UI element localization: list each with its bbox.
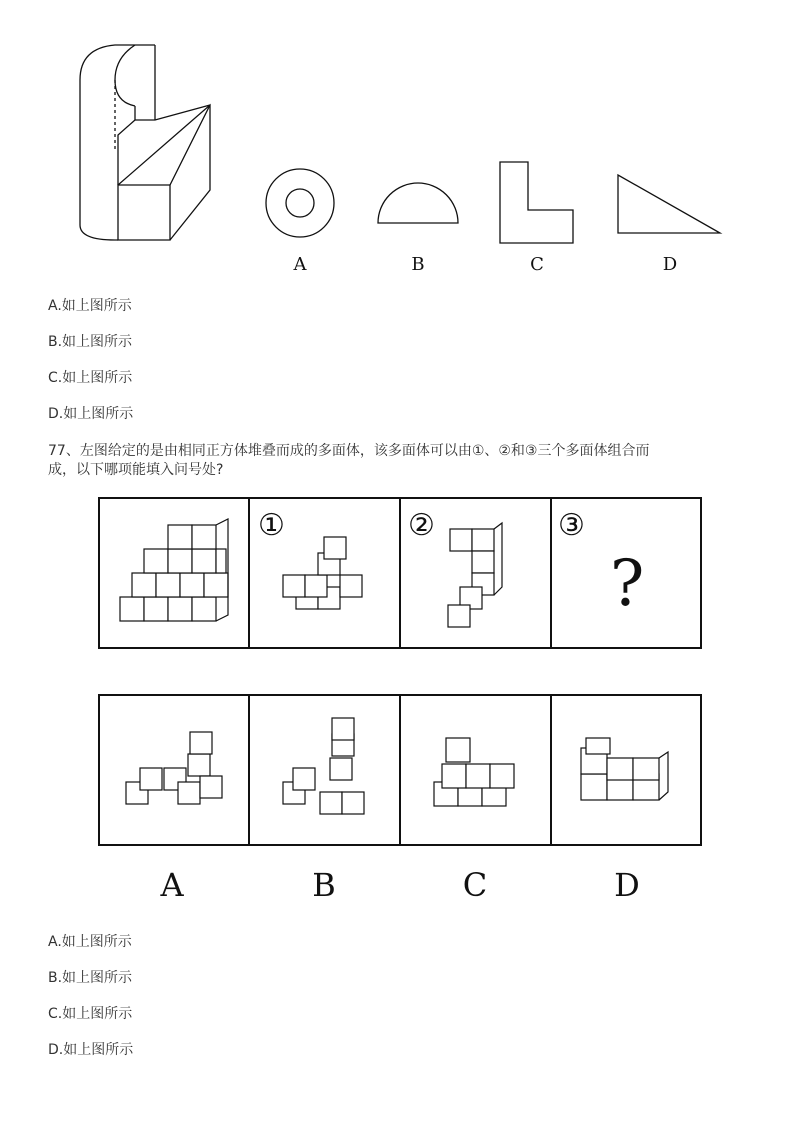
panel-mark-3: ③ — [558, 508, 585, 543]
q76-option-b[interactable]: B.如上图所示 — [48, 334, 133, 350]
q76-option-a[interactable]: A.如上图所示 — [48, 298, 132, 314]
q76-label-b: B — [411, 254, 425, 275]
q76-label-a: A — [293, 254, 307, 275]
q77-answer-label-c: C — [462, 866, 488, 904]
answer-b-polyhedron — [283, 718, 364, 814]
q77-top-panels — [98, 497, 702, 649]
q77-answer-panels — [98, 694, 702, 846]
answer-c-polyhedron — [434, 738, 514, 806]
panel-mark-2: ② — [408, 508, 435, 543]
q77-option-d[interactable]: D.如上图所示 — [48, 1042, 134, 1058]
q77-option-c[interactable]: C.如上图所示 — [48, 1006, 133, 1022]
q77-question-line1: 77、左图给定的是由相同正方体堆叠而成的多面体，该多面体可以由①、②和③三个多面体组合而 — [48, 443, 650, 459]
combined-polyhedron — [120, 519, 228, 621]
answer-a-polyhedron — [126, 732, 222, 804]
panel-mark-1: ① — [258, 508, 285, 543]
q77-answer-label-b: B — [312, 866, 336, 904]
q77-question-text — [48, 442, 758, 480]
part-1-polyhedron — [283, 537, 362, 609]
solid-block-outline — [118, 185, 170, 240]
q77-question-line2: 成，以下哪项能填入问号处? — [48, 462, 224, 478]
q77-answer-label-a: A — [160, 866, 184, 904]
q77-option-a[interactable]: A.如上图所示 — [48, 934, 132, 950]
q76-option-c[interactable]: C.如上图所示 — [48, 370, 133, 386]
q76-label-c: C — [530, 254, 544, 275]
q76-label-d: D — [662, 254, 678, 275]
q76-option-d[interactable]: D.如上图所示 — [48, 406, 134, 422]
q77-answer-label-d: D — [614, 866, 640, 904]
projection-d-triangle — [618, 175, 720, 233]
q77-option-b[interactable]: B.如上图所示 — [48, 970, 133, 986]
unknown-part-mark: ? — [610, 547, 645, 621]
part-2-polyhedron — [448, 523, 502, 627]
solid-cylinder-outline — [80, 80, 118, 240]
projection-a-ring — [266, 169, 334, 237]
answer-d-polyhedron — [581, 738, 668, 800]
q76-figure — [60, 40, 750, 280]
projection-c-l-shape — [500, 162, 573, 243]
projection-b-semicircle — [378, 183, 458, 223]
